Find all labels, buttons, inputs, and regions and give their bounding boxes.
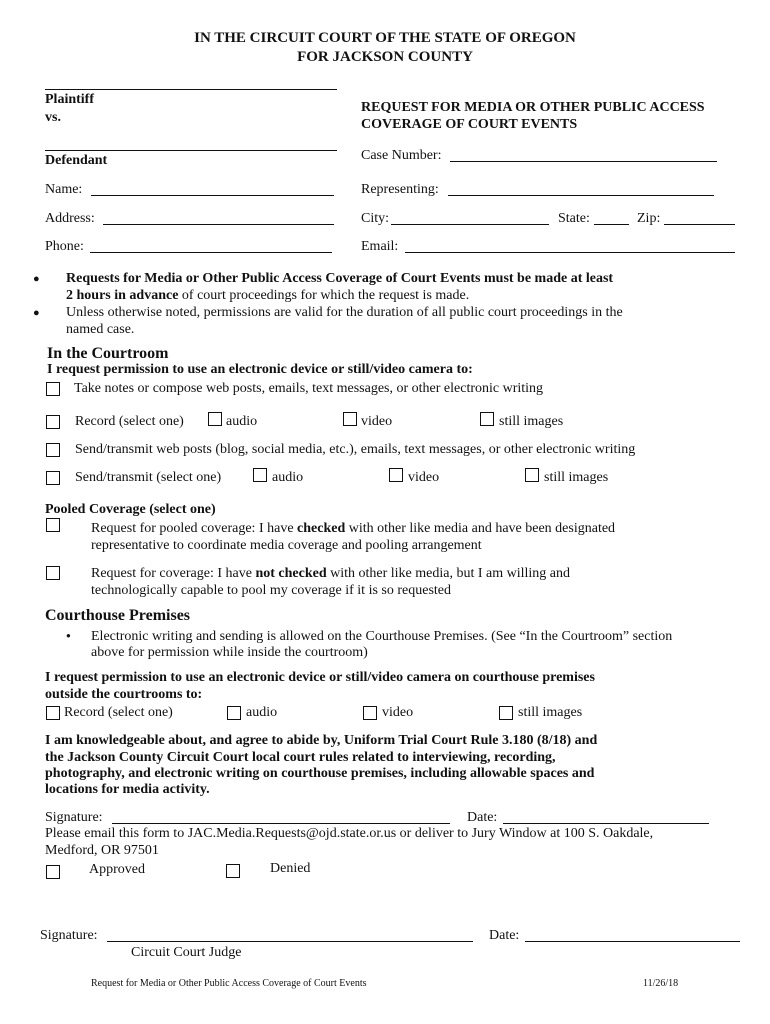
- advance-notice-bold: 2 hours in advance: [66, 288, 179, 303]
- approved-label: Approved: [89, 862, 145, 877]
- send-video-label: video: [408, 470, 440, 485]
- take-notes-checkbox[interactable]: [46, 382, 60, 396]
- judge-signature-field[interactable]: [107, 941, 473, 942]
- take-notes-label: Take notes or compose web posts, emails, text messages, or other electronic writing: [74, 381, 544, 396]
- coverage-text-bold: not checked: [255, 566, 327, 581]
- representing-field[interactable]: [448, 195, 714, 196]
- case-number-label: Case Number:: [361, 148, 442, 163]
- agreement-line1: I am knowledgeable about, and agree to abide by, Uniform Trial Court Rule 3.180 (8/18) and: [45, 733, 598, 748]
- agreement-line3: photography, and electronic writing on courthouse premises, including allowable spaces and: [45, 766, 595, 781]
- pooled-text-a: Request for pooled coverage: I have: [91, 521, 298, 536]
- coverage-text-2: technologically capable to pool my coverage if it is so requested: [91, 583, 451, 598]
- city-field[interactable]: [391, 224, 549, 225]
- approved-checkbox[interactable]: [46, 865, 60, 879]
- address-field[interactable]: [103, 224, 334, 225]
- zip-field[interactable]: [664, 224, 735, 225]
- premises-request-text: I request permission to use an electronic device or still/video camera on courthouse premises: [45, 670, 595, 685]
- plaintiff-line[interactable]: [45, 89, 337, 90]
- pooled-coverage-text-2: representative to coordinate media coverage and pooling arrangement: [91, 538, 482, 553]
- state-label: State:: [558, 211, 590, 226]
- coverage-checkbox[interactable]: [46, 566, 60, 580]
- defendant-label: Defendant: [45, 153, 108, 168]
- pooled-text-bold: checked: [297, 521, 346, 536]
- premises-bullet-text-2: above for permission while inside the courtroom): [91, 645, 368, 660]
- send-audio-checkbox[interactable]: [253, 468, 267, 482]
- requester-date-label: Date:: [467, 810, 498, 825]
- send-transmit-label: Send/transmit (select one): [75, 470, 222, 485]
- county-title: FOR JACKSON COUNTY: [297, 49, 473, 65]
- record-audio-label: audio: [226, 414, 258, 429]
- send-transmit-checkbox[interactable]: [46, 471, 60, 485]
- courtroom-heading: In the Courtroom: [47, 345, 169, 362]
- advance-notice-rest: of court proceedings for which the request is made.: [178, 288, 470, 303]
- zip-label: Zip:: [637, 211, 661, 226]
- address-label: Address:: [45, 211, 95, 226]
- validity-text-2: named case.: [66, 322, 135, 337]
- send-still-images-label: still images: [544, 470, 609, 485]
- representing-label: Representing:: [361, 182, 439, 197]
- state-field[interactable]: [594, 224, 629, 225]
- agreement-line2: the Jackson County Circuit Court local court rules related to interviewing, recording,: [45, 750, 556, 765]
- premises-video-label: video: [382, 705, 414, 720]
- pooled-heading: Pooled Coverage (select one): [45, 502, 216, 517]
- coverage-text: [91, 566, 570, 582]
- premises-still-images-checkbox[interactable]: [499, 706, 513, 720]
- premises-video-checkbox[interactable]: [363, 706, 377, 720]
- name-label: Name:: [45, 182, 83, 197]
- email-label: Email:: [361, 239, 399, 254]
- phone-field[interactable]: [90, 252, 332, 253]
- bullet-icon: ●: [33, 307, 40, 319]
- judge-title: Circuit Court Judge: [131, 945, 242, 960]
- email-instructions: Please email this form to JAC.Media.Requests@ojd.state.or.us or deliver to Jury Window at 100 S. Oakdale,: [45, 826, 654, 841]
- request-title-line2: COVERAGE OF COURT EVENTS: [361, 117, 578, 132]
- bullet-icon: ●: [33, 273, 40, 285]
- premises-record-label: Record (select one): [64, 705, 173, 720]
- validity-text: Unless otherwise noted, permissions are valid for the duration of all public court proceedings in the: [66, 305, 623, 320]
- pooled-coverage-checkbox[interactable]: [46, 518, 60, 532]
- name-field[interactable]: [91, 195, 334, 196]
- coverage-text-a: Request for coverage: I have: [91, 566, 256, 581]
- record-checkbox[interactable]: [46, 415, 60, 429]
- footer-form-title: Request for Media or Other Public Access Coverage of Court Events: [91, 978, 367, 989]
- send-still-images-checkbox[interactable]: [525, 468, 539, 482]
- record-still-images-label: still images: [499, 414, 564, 429]
- premises-audio-label: audio: [246, 705, 278, 720]
- request-title-line1: REQUEST FOR MEDIA OR OTHER PUBLIC ACCESS: [361, 100, 705, 115]
- footer-revision-date: 11/26/18: [643, 978, 679, 989]
- judge-date-label: Date:: [489, 928, 520, 943]
- vs-label: vs.: [45, 110, 61, 125]
- premises-record-checkbox[interactable]: [46, 706, 60, 720]
- judge-signature-label: Signature:: [40, 928, 98, 943]
- deliver-address: Medford, OR 97501: [45, 843, 159, 858]
- case-number-field[interactable]: [450, 161, 717, 162]
- plaintiff-label: Plaintiff: [45, 92, 94, 107]
- advance-notice-text-2: [66, 288, 469, 304]
- coverage-text-b: with other like media, but I am willing and: [326, 566, 571, 581]
- premises-bullet-text: Electronic writing and sending is allowed on the Courthouse Premises. (See “In the Courtroom” section: [91, 629, 673, 644]
- phone-label: Phone:: [45, 239, 84, 254]
- email-field[interactable]: [405, 252, 735, 253]
- send-video-checkbox[interactable]: [389, 468, 403, 482]
- premises-request-text-2: outside the courtrooms to:: [45, 687, 203, 702]
- record-label: Record (select one): [75, 414, 184, 429]
- requester-signature-label: Signature:: [45, 810, 103, 825]
- record-still-images-checkbox[interactable]: [480, 412, 494, 426]
- send-audio-label: audio: [272, 470, 304, 485]
- requester-date-field[interactable]: [503, 823, 709, 824]
- record-audio-checkbox[interactable]: [208, 412, 222, 426]
- judge-date-field[interactable]: [525, 941, 740, 942]
- send-posts-label: Send/transmit web posts (blog, social media, etc.), emails, text messages, or other electronic writing: [75, 442, 636, 457]
- denied-label: Denied: [270, 861, 311, 876]
- pooled-coverage-text: [91, 521, 615, 537]
- record-video-label: video: [361, 414, 393, 429]
- premises-audio-checkbox[interactable]: [227, 706, 241, 720]
- premises-still-images-label: still images: [518, 705, 583, 720]
- premises-heading: Courthouse Premises: [45, 607, 191, 624]
- agreement-line4: locations for media activity.: [45, 782, 210, 797]
- record-video-checkbox[interactable]: [343, 412, 357, 426]
- pooled-text-b: with other like media and have been designated: [345, 521, 616, 536]
- court-title: IN THE CIRCUIT COURT OF THE STATE OF OREGON: [194, 30, 576, 46]
- denied-checkbox[interactable]: [226, 864, 240, 878]
- send-posts-checkbox[interactable]: [46, 443, 60, 457]
- city-label: City:: [361, 211, 390, 226]
- courtroom-subheading: I request permission to use an electronic device or still/video camera to:: [47, 362, 473, 377]
- defendant-line[interactable]: [45, 150, 337, 151]
- advance-notice-text: Requests for Media or Other Public Access Coverage of Court Events must be made at least: [66, 271, 614, 286]
- bullet-icon: ●: [66, 631, 71, 640]
- requester-signature-field[interactable]: [112, 823, 450, 824]
